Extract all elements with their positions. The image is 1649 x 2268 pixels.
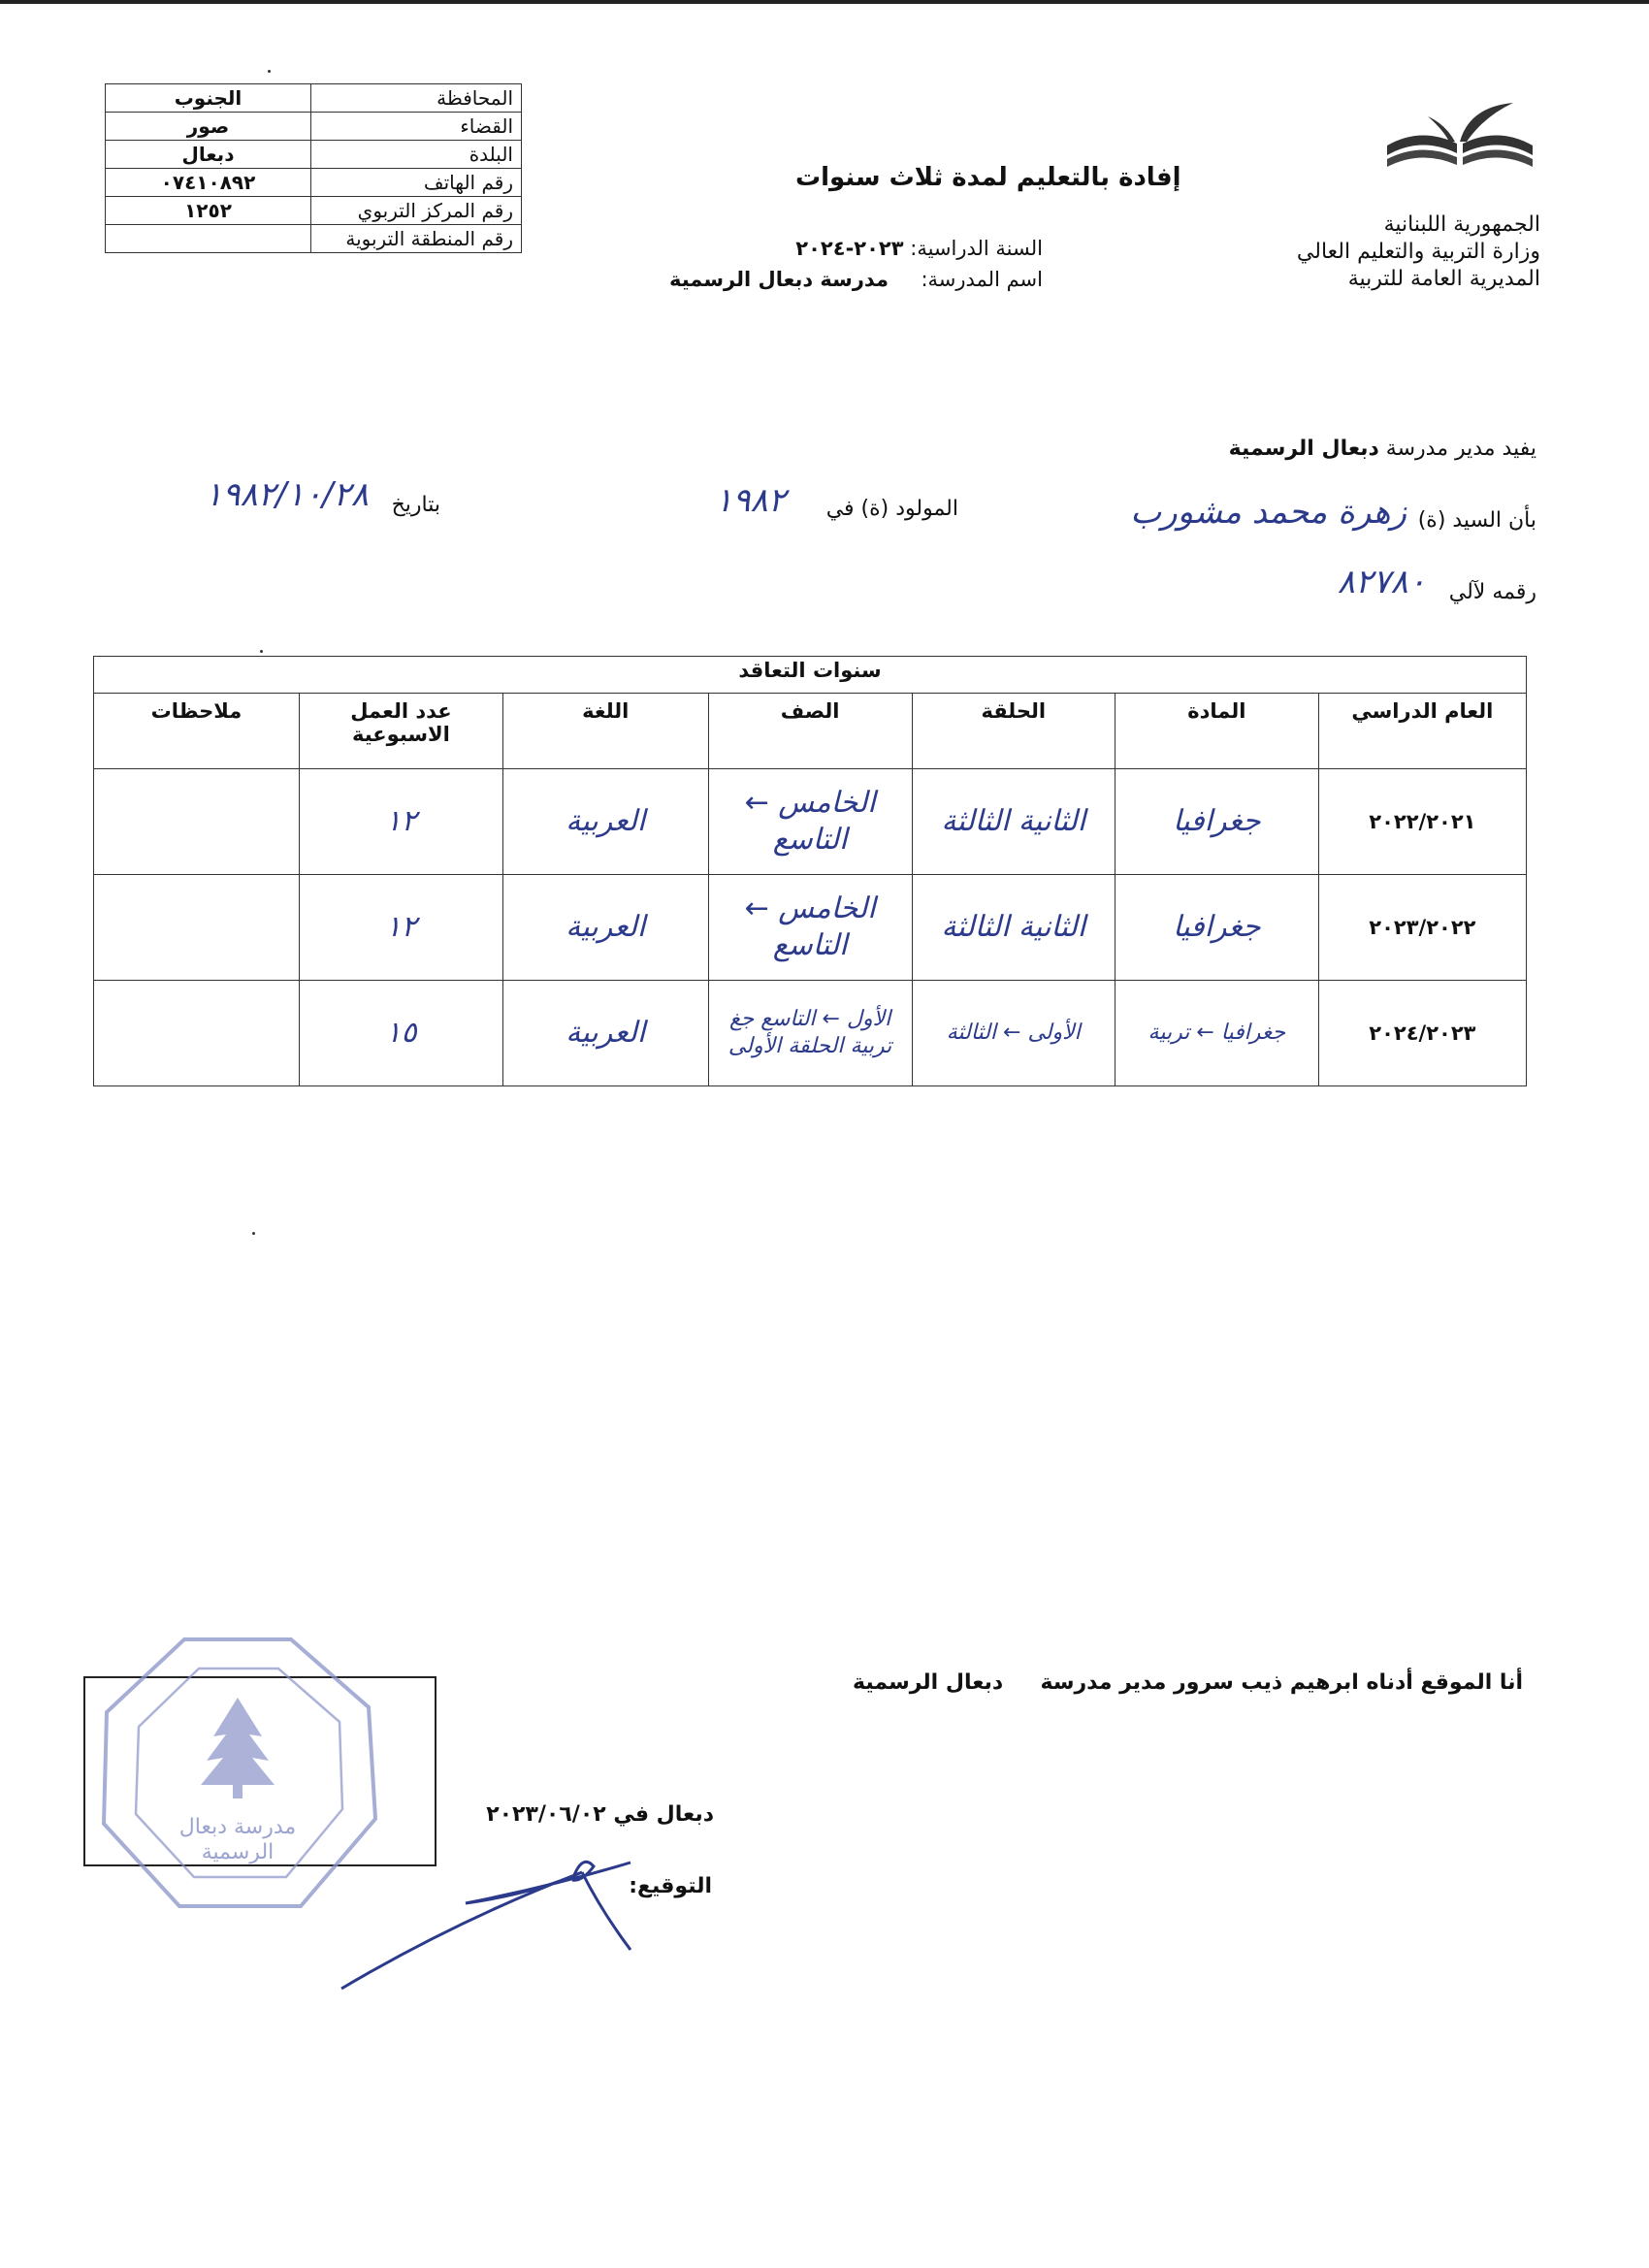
info-value xyxy=(106,225,311,253)
table-header-row xyxy=(94,694,1527,769)
cell-hours: ١٢ xyxy=(299,875,502,981)
school-name-label: اسم المدرسة: xyxy=(921,268,1043,291)
cell-notes xyxy=(94,875,300,981)
signature-label: التوقيع: xyxy=(629,1874,712,1898)
cell-language: العربية xyxy=(503,769,709,875)
info-label: رقم المنطقة التربوية xyxy=(311,225,522,253)
stamp-line-2: الرسمية xyxy=(201,1840,275,1864)
info-label: رقم المركز التربوي xyxy=(311,197,522,225)
cell-cycle: الثانية الثالثة xyxy=(912,769,1115,875)
scan-dot xyxy=(252,1232,255,1235)
info-row xyxy=(106,225,522,253)
intro-school: دبعال الرسمية xyxy=(1228,437,1379,461)
cell-notes xyxy=(94,981,300,1086)
cell-year: ٢٠٢٢/٢٠٢١ xyxy=(1318,769,1526,875)
table-header-cell: عدد العمل الاسبوعية xyxy=(299,694,502,769)
cell-grade: الأول ← التاسع جغ تربية الحلقة الأولى xyxy=(708,981,912,1086)
school-info-table xyxy=(105,83,522,253)
cell-subject: جغرافيا xyxy=(1115,875,1318,981)
declaration-line xyxy=(853,1670,1523,1695)
declaration-prefix: أنا الموقع أدناه ابرهيم ذيب سرور مدير مدرسة xyxy=(1040,1670,1523,1695)
cell-hours: ١٥ xyxy=(299,981,502,1086)
id-label: رقمه لآلي xyxy=(1448,580,1536,604)
place-date-value: ٢٠٢٣/٠٦/٠٢ xyxy=(486,1802,606,1827)
cell-subject: جغرافيا xyxy=(1115,769,1318,875)
place-date-line xyxy=(486,1802,714,1827)
cell-language: العربية xyxy=(503,981,709,1086)
info-value: ٠٧٤١٠٨٩٢ xyxy=(106,169,311,197)
school-name-line xyxy=(669,268,1043,291)
info-label: المحافظة xyxy=(311,84,522,113)
declaration-school: دبعال الرسمية xyxy=(853,1670,1004,1695)
info-value: ١٢٥٢ xyxy=(106,197,311,225)
ministry-line-directorate: المديرية العامة للتربية xyxy=(1347,267,1540,291)
cell-cycle: الثانية الثالثة xyxy=(912,875,1115,981)
born-value-handwritten: ١٩٨٢ xyxy=(714,481,786,520)
info-row xyxy=(106,84,522,113)
academic-year-label: السنة الدراسية: xyxy=(910,237,1043,260)
person-name-handwritten: زهرة محمد مشورب xyxy=(1130,493,1406,532)
info-label: رقم الهاتف xyxy=(311,169,522,197)
info-label: القضاء xyxy=(311,113,522,141)
scan-dot xyxy=(260,650,263,653)
cell-cycle: الأولى ← الثالثة xyxy=(912,981,1115,1086)
info-row xyxy=(106,141,522,169)
ministry-line-republic: الجمهورية اللبنانية xyxy=(1383,212,1540,237)
info-value: دبعال xyxy=(106,141,311,169)
table-header-cell: اللغة xyxy=(503,694,709,769)
table-row xyxy=(94,769,1527,875)
table-header-cell: المادة xyxy=(1115,694,1318,769)
cell-notes xyxy=(94,769,300,875)
cell-hours: ١٢ xyxy=(299,769,502,875)
table-group-title: سنوات التعاقد xyxy=(94,657,1527,694)
document-title: إفادة بالتعليم لمدة ثلاث سنوات xyxy=(795,163,1181,192)
date-value-handwritten: ١٩٨٢/١٠/٢٨ xyxy=(204,475,369,514)
date-label: بتاريخ xyxy=(391,493,440,517)
ministry-line-ministry: وزارة التربية والتعليم العالي xyxy=(1296,240,1540,264)
academic-year-value: ٢٠٢٣-٢٠٢٤ xyxy=(795,237,904,260)
info-row xyxy=(106,197,522,225)
info-row xyxy=(106,113,522,141)
table-row xyxy=(94,875,1527,981)
cell-year: ٢٠٢٣/٢٠٢٢ xyxy=(1318,875,1526,981)
table-header-cell: ملاحظات xyxy=(94,694,300,769)
table-header-cell: العام الدراسي xyxy=(1318,694,1526,769)
info-value: الجنوب xyxy=(106,84,311,113)
cell-year: ٢٠٢٤/٢٠٢٣ xyxy=(1318,981,1526,1086)
scan-dot xyxy=(268,70,271,73)
cell-grade: الخامس ← التاسع xyxy=(708,875,912,981)
table-header-cell: الصف xyxy=(708,694,912,769)
place-date-label: دبعال في xyxy=(613,1802,714,1827)
info-label: البلدة xyxy=(311,141,522,169)
school-name-value: مدرسة دبعال الرسمية xyxy=(669,268,889,291)
cell-grade: الخامس ← التاسع xyxy=(708,769,912,875)
academic-year-line xyxy=(795,237,1043,260)
info-value: صور xyxy=(106,113,311,141)
top-border xyxy=(0,0,1649,4)
cell-subject: جغرافيا ← تربية xyxy=(1115,981,1318,1086)
signature-scribble xyxy=(340,1843,650,1998)
contract-years-table xyxy=(93,656,1527,1086)
cell-language: العربية xyxy=(503,875,709,981)
intro-line xyxy=(1229,437,1536,461)
ministry-logo-icon xyxy=(1377,97,1542,194)
id-value-handwritten: ٨٢٧٨٠ xyxy=(1337,563,1426,601)
table-row xyxy=(94,981,1527,1086)
person-label: بأن السيد (ة) xyxy=(1417,508,1536,533)
ministry-header xyxy=(1297,211,1540,293)
intro-prefix: يفيد مدير مدرسة xyxy=(1385,437,1536,461)
info-row xyxy=(106,169,522,197)
stamp-line-1: مدرسة دبعال xyxy=(178,1815,297,1839)
born-label: المولود (ة) في xyxy=(825,497,958,521)
table-header-cell: الحلقة xyxy=(912,694,1115,769)
